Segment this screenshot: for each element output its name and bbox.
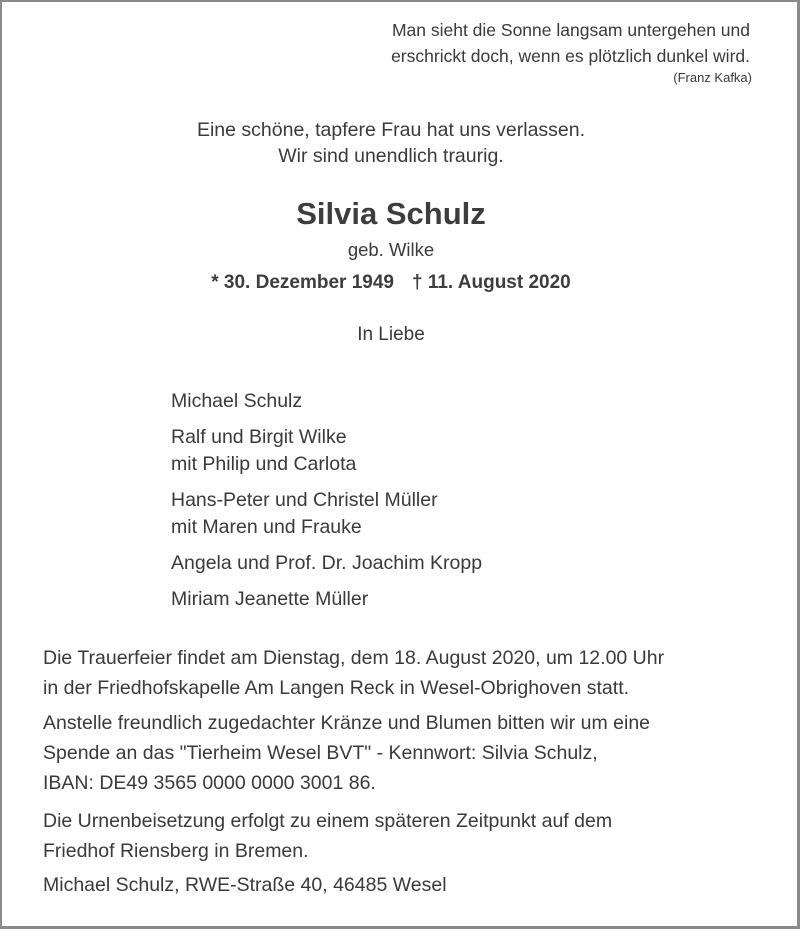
birth-date: * 30. Dezember 1949 bbox=[211, 272, 394, 293]
mourner-entry: Ralf und Birgit Wilke mit Philip und Carlota bbox=[171, 426, 357, 475]
contact-address: Michael Schulz, RWE-Straße 40, 46485 Wesel bbox=[43, 874, 447, 896]
quote-line: erschrickt doch, wenn es plötzlich dunkel wird. bbox=[391, 46, 750, 66]
life-dates bbox=[0, 272, 782, 294]
quote-author: (Franz Kafka) bbox=[673, 70, 752, 85]
in-love-text: In Liebe bbox=[357, 324, 425, 345]
quote bbox=[391, 17, 750, 69]
mourner-entry: Angela und Prof. Dr. Joachim Kropp bbox=[171, 552, 483, 574]
mourner-entry: Miriam Jeanette Müller bbox=[171, 588, 369, 610]
deceased-name: Silvia Schulz bbox=[296, 196, 486, 231]
mourner-entry: Hans-Peter und Christel Müller mit Maren und Frauke bbox=[171, 489, 438, 538]
intro-line: Eine schöne, tapfere Frau hat uns verlassen. bbox=[196, 119, 586, 141]
mourner-entry: Michael Schulz bbox=[171, 390, 303, 412]
burial-notice: Die Urnenbeisetzung erfolgt zu einem späteren Zeitpunkt auf dem Friedhof Riensberg in Bremen. bbox=[43, 810, 613, 862]
mourners-list bbox=[171, 388, 482, 622]
death-date: † 11. August 2020 bbox=[411, 272, 571, 293]
intro-text bbox=[0, 117, 782, 169]
funeral-notice: Die Trauerfeier findet am Dienstag, dem 18. August 2020, um 12.00 Uhr in der Friedhofskapelle Am Langen Reck in Wesel-Obrighoven statt. bbox=[43, 647, 665, 699]
donation-notice: Anstelle freundlich zugedachter Kränze und Blumen bitten wir um eine Spende an das "Tierheim Wesel BVT" - Kennwort: Silvia Schulz, IBAN: DE49 3565 0000 0000 3001 86. bbox=[43, 712, 651, 794]
quote-line: Man sieht die Sonne langsam untergehen und bbox=[391, 20, 750, 40]
intro-line: Wir sind unendlich traurig. bbox=[278, 145, 504, 167]
birth-name: geb. Wilke bbox=[347, 239, 435, 260]
